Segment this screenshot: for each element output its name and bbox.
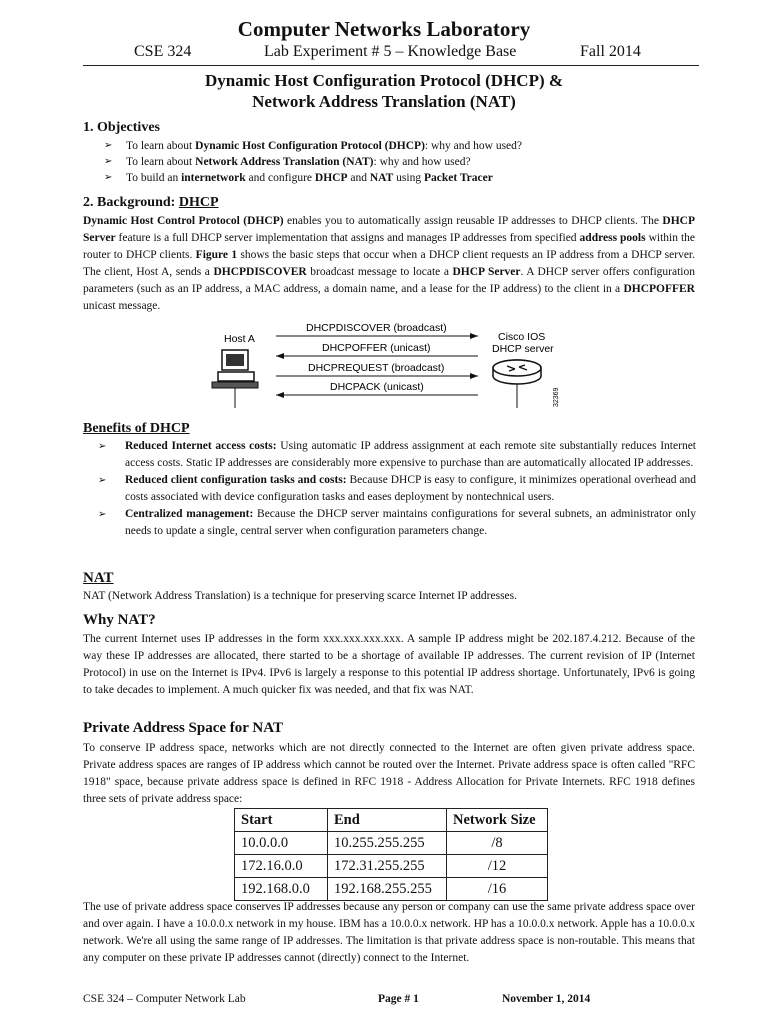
arrow-bullet-icon: ➢ xyxy=(98,441,107,452)
arrow-bullet-icon: ➢ xyxy=(98,475,107,486)
header-experiment: Lab Experiment # 5 – Knowledge Base xyxy=(264,43,517,60)
msg-offer: DHCPOFFER (unicast) xyxy=(322,342,431,354)
msg-ack: DHCPACK (unicast) xyxy=(330,381,424,393)
private-paragraph: To conserve IP address space, networks which are not directly connected to the Internet are often given private address space. Private address spaces are ranges of IP address which cannot be routed over the Internet. Private address space is often called "RFC 1918" space, because private address space is defined in RFC 1918 - Address Allocation for Private Internets. RFC 1918 defines three sets of private address space: xyxy=(83,742,695,805)
header-course: CSE 324 xyxy=(134,43,192,60)
background-heading: 2. Background: DHCP xyxy=(83,195,219,210)
nat-heading: NAT xyxy=(83,570,114,586)
private-heading: Private Address Space for NAT xyxy=(83,720,283,736)
objective-item: ➢ To learn about Network Address Translation (NAT): why and how used? xyxy=(104,156,471,168)
table-row: 172.16.0.0 172.31.255.255 /12 xyxy=(235,855,548,878)
footer-left: CSE 324 – Computer Network Lab xyxy=(83,993,246,1005)
msg-discover: DHCPDISCOVER (broadcast) xyxy=(306,322,447,334)
table-header-row xyxy=(235,809,548,832)
arrow-bullet-icon: ➢ xyxy=(104,156,113,167)
header-divider xyxy=(83,65,699,66)
arrow-bullet-icon: ➢ xyxy=(104,140,113,151)
arrow-bullet-icon: ➢ xyxy=(104,172,113,183)
background-paragraph: Dynamic Host Control Protocol (DHCP) enables you to automatically assign reusable IP addresses to DHCP clients. The DHCP Server feature is a full DHCP server implementation that assigns and manages IP addresses from specified address pools within the router to DHCP clients. Figure 1 shows the basic steps that occur when a DHCP client requests an IP address from a DHCP server. The client, Host A, sends a DHCPDISCOVER broadcast message to locate a DHCP Server. A DHCP server offers configuration parameters (such as an IP address, a MAC address, a domain name, and a lease for the IP address) to the client in a DHCPOFFER unicast message. xyxy=(83,215,696,312)
benefit-item: ➢ Reduced client configuration tasks and costs: Because DHCP is easy to configure, it minimizes operational overhead and costs associated with device configuration tasks and eases deployment by nontechnical users. xyxy=(98,474,696,503)
footer-date: November 1, 2014 xyxy=(502,993,591,1005)
figure-id: 32369 xyxy=(553,387,560,407)
host-label: Host A xyxy=(224,333,255,345)
desktop-computer-icon xyxy=(212,350,258,388)
dhcp-exchange-figure xyxy=(210,318,560,414)
server-label-1: Cisco IOS xyxy=(498,331,546,343)
col-network-size: Network Size xyxy=(447,809,548,832)
arrow-bullet-icon: ➢ xyxy=(98,509,107,520)
doc-title-line2: Network Address Translation (NAT) xyxy=(252,92,516,111)
benefit-item: ➢ Centralized management: Because the DHCP server maintains configurations for several subnets, an administrator only needs to update a single, central server when configuration parameters change. xyxy=(98,508,696,537)
msg-request: DHCPREQUEST (broadcast) xyxy=(308,362,445,374)
benefits-list xyxy=(98,438,696,540)
col-start: Start xyxy=(235,809,328,832)
objectives-heading: 1. Objectives xyxy=(83,120,160,135)
server-label-2: DHCP server xyxy=(492,343,554,355)
why-nat-heading: Why NAT? xyxy=(83,612,156,628)
why-nat-paragraph: The current Internet uses IP addresses in the form xxx.xxx.xxx.xxx. A sample IP address might be 202.187.4.212. Because of the way these IP addresses are allocated, there started to be a shortage of available IP addresses. The current revision of IP (Internet Protocol) in use on the Internet is IPv4. IPv6 is largely a response to this potential IP address shortage. Unfortunately, IPv6 is going to take decades to implement. A much quicker fix was needed, and that fix was NAT. xyxy=(83,633,695,696)
header-title: Computer Networks Laboratory xyxy=(237,17,531,41)
benefits-heading: Benefits of DHCP xyxy=(83,421,190,436)
benefit-item: ➢ Reduced Internet access costs: Using automatic IP address assignment at each remote site substantially reduces Internet access costs. Static IP addresses are considerably more expensive to purchase than are automatically allocated IP addresses. xyxy=(98,440,696,469)
closing-paragraph: The use of private address space conserves IP addresses because any person or company can use the same private address space over and over again. I have a 10.0.0.x network in my house. IBM has a 10.0.0.x network. HP has a 10.0.0.x network. Apple has a 10.0.0.x network. We're all using the same range of IP addresses. The limitation is that private address space is non-routable. This means that any computer on these private IP addresses cannot (directly) connect to the Internet. xyxy=(83,901,695,964)
col-end: End xyxy=(328,809,447,832)
footer-page: Page # 1 xyxy=(378,993,419,1005)
nat-paragraph: NAT (Network Address Translation) is a technique for preserving scarce Internet IP addresses. xyxy=(83,590,518,602)
table-row: 192.168.0.0 192.168.255.255 /16 xyxy=(235,878,548,901)
private-address-table xyxy=(234,808,548,901)
objectives-list xyxy=(100,138,700,186)
doc-title-line1: Dynamic Host Configuration Protocol (DHCP) & xyxy=(204,71,564,90)
table-row: 10.0.0.0 10.255.255.255 /8 xyxy=(235,832,548,855)
objective-item: ➢ To learn about Dynamic Host Configuration Protocol (DHCP): why and how used? xyxy=(104,140,522,152)
dhcp-link: DHCP xyxy=(178,195,219,210)
router-icon xyxy=(493,360,541,384)
header-term: Fall 2014 xyxy=(580,43,641,60)
objective-item: ➢ To build an internetwork and configure DHCP and NAT using Packet Tracer xyxy=(104,172,493,184)
